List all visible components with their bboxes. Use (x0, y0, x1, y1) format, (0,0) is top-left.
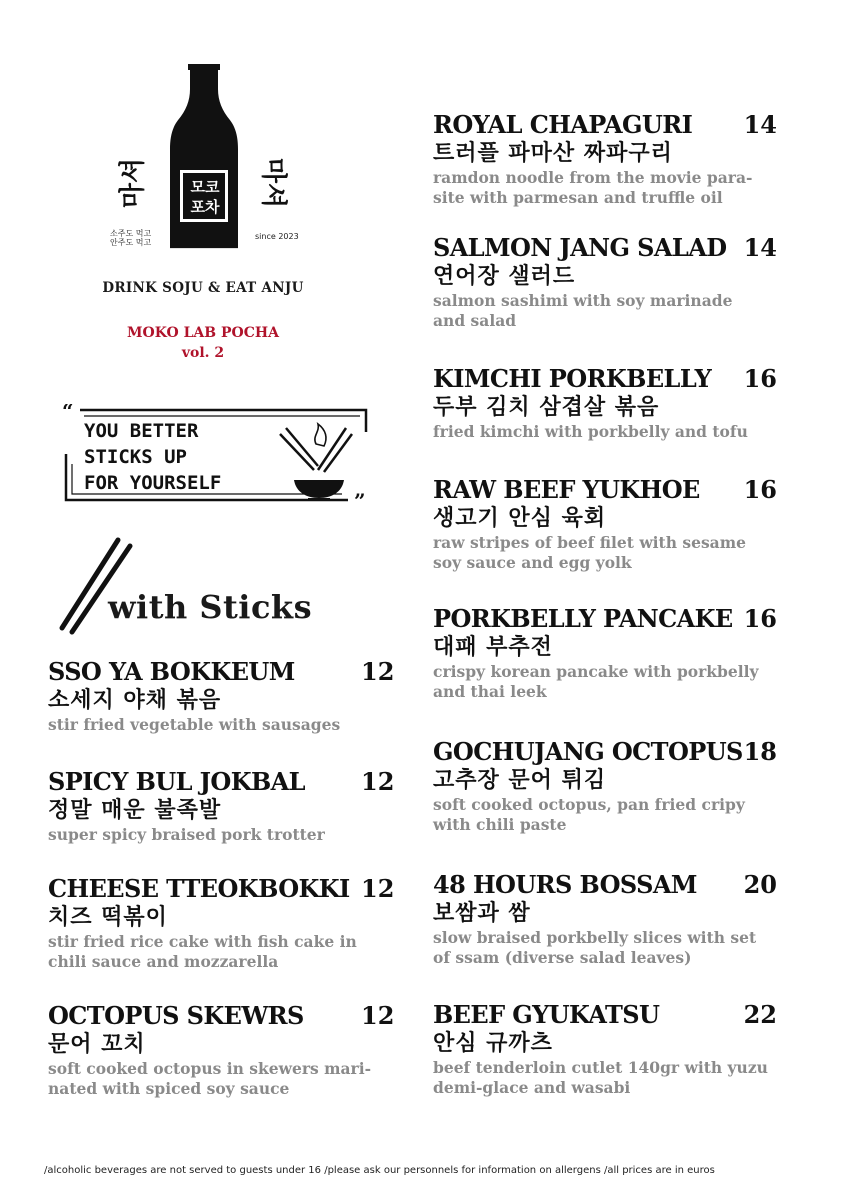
item-name: ROYAL CHAPAGURI (433, 110, 693, 139)
item-description: chili sauce and mozzarella (48, 952, 279, 971)
item-description: nated with spiced soy sauce (48, 1079, 290, 1098)
item-name: BEEF GYUKATSU (433, 1000, 660, 1029)
item-description: raw stripes of beef filet with sesame (433, 533, 746, 552)
logo-right-text: 마셔 (258, 157, 289, 209)
item-description: with chili paste (433, 815, 567, 834)
item-description: site with parmesan and truffle oil (433, 188, 723, 207)
item-korean-name: 보쌈과 쌈 (433, 901, 531, 926)
since-text: since 2023 (255, 232, 299, 241)
item-korean-name: 고추장 문어 튀김 (433, 768, 607, 793)
item-description: demi-glace and wasabi (433, 1078, 631, 1097)
item-price: 22 (743, 1000, 777, 1029)
item-description: stir fried vegetable with sausages (48, 715, 341, 734)
item-name: SALMON JANG SALAD (433, 233, 727, 262)
item-name: PORKBELLY PANCAKE (433, 604, 733, 633)
item-description: of ssam (diverse salad leaves) (433, 948, 692, 967)
item-korean-name: 소세지 야채 볶음 (48, 688, 222, 713)
item-description: crispy korean pancake with porkbelly (433, 662, 759, 681)
bowl-icon (280, 424, 352, 501)
item-description: stir fried rice cake with fish cake in (48, 932, 357, 951)
item-description: soft cooked octopus, pan fried cripy (433, 795, 745, 814)
item-korean-name: 대패 부추전 (433, 635, 553, 660)
slogan-line3: FOR YOURSELF (84, 472, 222, 494)
item-description: fried kimchi with porkbelly and tofu (433, 422, 748, 441)
item-korean-name: 두부 김치 삼겹살 볶음 (433, 395, 660, 420)
slogan-line1: YOU BETTER (84, 420, 199, 442)
item-name: SPICY BUL JOKBAL (48, 767, 305, 796)
item-korean-name: 안심 규까츠 (433, 1031, 553, 1056)
item-korean-name: 정말 매운 불족발 (48, 798, 222, 823)
item-price: 14 (743, 110, 777, 139)
footer-notice: /alcoholic beverages are not served to guests under 16 /please ask our personnels for information on allergens /all prices are in euros (44, 1165, 715, 1176)
menu-item (433, 1000, 803, 1098)
svg-text:“: “ (62, 404, 74, 423)
bottle-label-line2: 포차 (190, 198, 220, 216)
section-title: with Sticks (108, 588, 313, 626)
item-korean-name: 트러플 파마산 짜파구리 (433, 141, 673, 166)
menu-item (433, 604, 803, 702)
item-description: soy sauce and egg yolk (433, 553, 632, 572)
menu-item (433, 870, 803, 968)
menu-item (48, 657, 398, 735)
item-korean-name: 문어 꼬치 (48, 1032, 146, 1057)
menu-item (433, 233, 803, 331)
item-description: and thai leek (433, 682, 547, 701)
item-price: 14 (743, 233, 777, 262)
menu-item (48, 874, 398, 972)
item-price: 12 (361, 767, 395, 796)
item-name: 48 HOURS BOSSAM (433, 870, 697, 899)
menu-item (48, 767, 398, 845)
item-name: CHEESE TTEOKBOKKI (48, 874, 350, 903)
brand-volume: vol. 2 (181, 345, 225, 361)
logo-small-line2: 안주도 먹고 (110, 237, 152, 247)
item-description: slow braised porkbelly slices with set (433, 928, 757, 947)
item-description: and salad (433, 311, 517, 330)
menu-item (433, 475, 803, 573)
item-korean-name: 치즈 떡볶이 (48, 905, 168, 930)
item-name: RAW BEEF YUKHOE (433, 475, 700, 504)
item-korean-name: 생고기 안심 육회 (433, 506, 607, 531)
item-price: 20 (743, 870, 777, 899)
item-price: 16 (743, 475, 777, 504)
logo-small-line1: 소주도 먹고 (110, 229, 152, 238)
item-description: ramdon noodle from the movie para- (433, 168, 753, 187)
svg-text:”: ” (354, 489, 366, 509)
item-price: 12 (361, 657, 395, 686)
item-name: SSO YA BOKKEUM (48, 657, 295, 686)
item-description: salmon sashimi with soy marinade (433, 291, 733, 310)
brand-logo (100, 62, 310, 252)
item-price: 12 (361, 1001, 395, 1030)
item-description: super spicy braised pork trotter (48, 825, 325, 844)
menu-item (433, 737, 803, 835)
item-price: 18 (743, 737, 777, 766)
item-name: KIMCHI PORKBELLY (433, 364, 712, 393)
item-name: GOCHUJANG OCTOPUS (433, 737, 743, 766)
item-description: soft cooked octopus in skewers mari- (48, 1059, 372, 1078)
item-description: beef tenderloin cutlet 140gr with yuzu (433, 1058, 768, 1077)
item-korean-name: 연어장 샐러드 (433, 264, 576, 289)
bottle-label-line1: 모코 (190, 178, 220, 196)
tagline: DRINK SOJU & EAT ANJU (102, 280, 304, 296)
item-name: OCTOPUS SKEWRS (48, 1001, 304, 1030)
menu-item (433, 364, 803, 442)
brand-name: MOKO LAB POCHA (127, 325, 279, 341)
menu-item (433, 110, 803, 208)
item-price: 16 (743, 364, 777, 393)
menu-item (48, 1001, 398, 1099)
item-price: 12 (361, 874, 395, 903)
item-price: 16 (743, 604, 777, 633)
logo-left-text: 마셔 (118, 157, 149, 209)
slogan-line2: STICKS UP (84, 446, 187, 468)
